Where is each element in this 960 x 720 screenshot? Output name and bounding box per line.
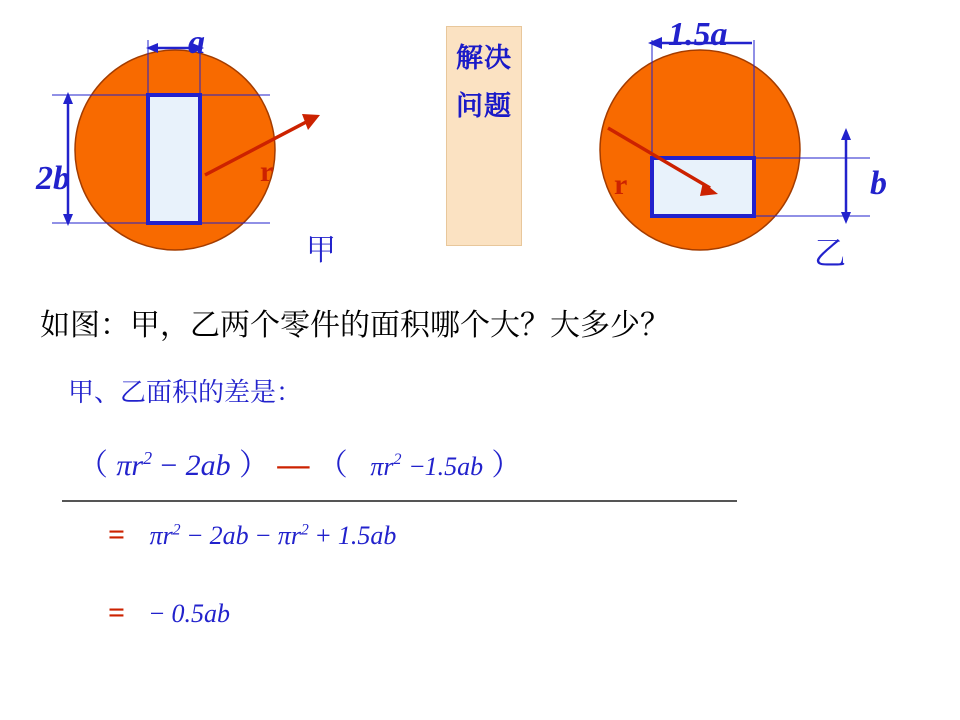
line2-coef-1: 2 <box>209 521 223 550</box>
line2-minus-1: − <box>187 521 203 550</box>
line1-exponent-2: 2 <box>393 451 402 468</box>
yi-height-label: b <box>870 165 887 202</box>
line1-right-paren: ） <box>239 448 270 483</box>
part-jia-drawing <box>30 10 410 290</box>
figure-part-yi <box>540 10 950 300</box>
line1-r: r <box>131 449 144 482</box>
jia-rectangle <box>148 95 200 223</box>
yi-height-arrowhead-top <box>841 128 851 140</box>
line1-left-paren: （ <box>78 448 108 483</box>
jia-width-label: a <box>188 24 205 61</box>
line1-coef: 2 <box>185 449 201 482</box>
jia-caption: 甲 <box>306 233 336 268</box>
line2-r-1: r <box>162 521 173 550</box>
math-line-3 <box>108 596 230 630</box>
line2-exp-2: 2 <box>300 521 309 539</box>
yi-circle <box>600 50 800 250</box>
divider-line <box>62 500 737 502</box>
line2-exp-1: 2 <box>172 521 181 539</box>
line2-plus: + <box>316 521 331 550</box>
line1-pi: π <box>116 449 132 482</box>
line2-ab-2: ab <box>370 521 397 550</box>
line1-ab: ab <box>200 449 231 482</box>
line1-pi-2: π <box>370 452 384 481</box>
banner-text: 解决问题 <box>456 43 512 122</box>
figure-part-jia <box>30 10 410 290</box>
line2-coef-2: 1.5 <box>337 521 371 550</box>
part-yi-drawing <box>540 10 950 300</box>
math-line-1 <box>78 440 521 484</box>
line2-ab-1: ab <box>222 521 249 550</box>
line3-coef: 0.5 <box>171 599 204 628</box>
difference-title: 甲、乙面积的差是： <box>68 378 303 408</box>
jia-height-arrowhead-bottom <box>63 214 73 226</box>
line1-ab-2: ab <box>457 452 484 481</box>
line1-exponent: 2 <box>143 448 153 468</box>
line2-minus-2: − <box>255 521 271 550</box>
line3-minus: − <box>149 599 165 628</box>
line2-r-2: r <box>290 521 301 550</box>
yi-radius-label: r <box>614 168 628 201</box>
line1-minus-2: − <box>409 452 425 481</box>
yi-width-arrowhead-left <box>648 37 662 49</box>
line1-coef-2: 1.5 <box>424 452 458 481</box>
line1-minus: − <box>160 449 178 482</box>
line2-pi-1: π <box>149 521 163 550</box>
line1-right-paren-2: ） <box>491 448 522 483</box>
jia-height-label: 2b <box>36 160 70 197</box>
yi-height-arrowhead-bottom <box>841 212 851 224</box>
question-text: 如图：甲，乙两个零件的面积哪个大？大多少？ <box>40 308 670 343</box>
line3-ab: ab <box>203 599 230 628</box>
line2-equals: = <box>108 518 126 551</box>
jia-height-arrowhead-top <box>63 92 73 104</box>
line3-equals: = <box>108 596 126 629</box>
yi-caption: 乙 <box>814 234 847 272</box>
line1-r-2: r <box>383 452 394 481</box>
math-line-2 <box>108 518 396 552</box>
banner-solve-problem <box>446 26 522 246</box>
line1-big-minus: — <box>277 446 310 482</box>
line1-left-paren-2: （ <box>317 448 348 483</box>
yi-width-label: 1.5a <box>668 16 728 53</box>
jia-radius-label: r <box>260 155 274 188</box>
line2-pi-2: π <box>277 521 291 550</box>
